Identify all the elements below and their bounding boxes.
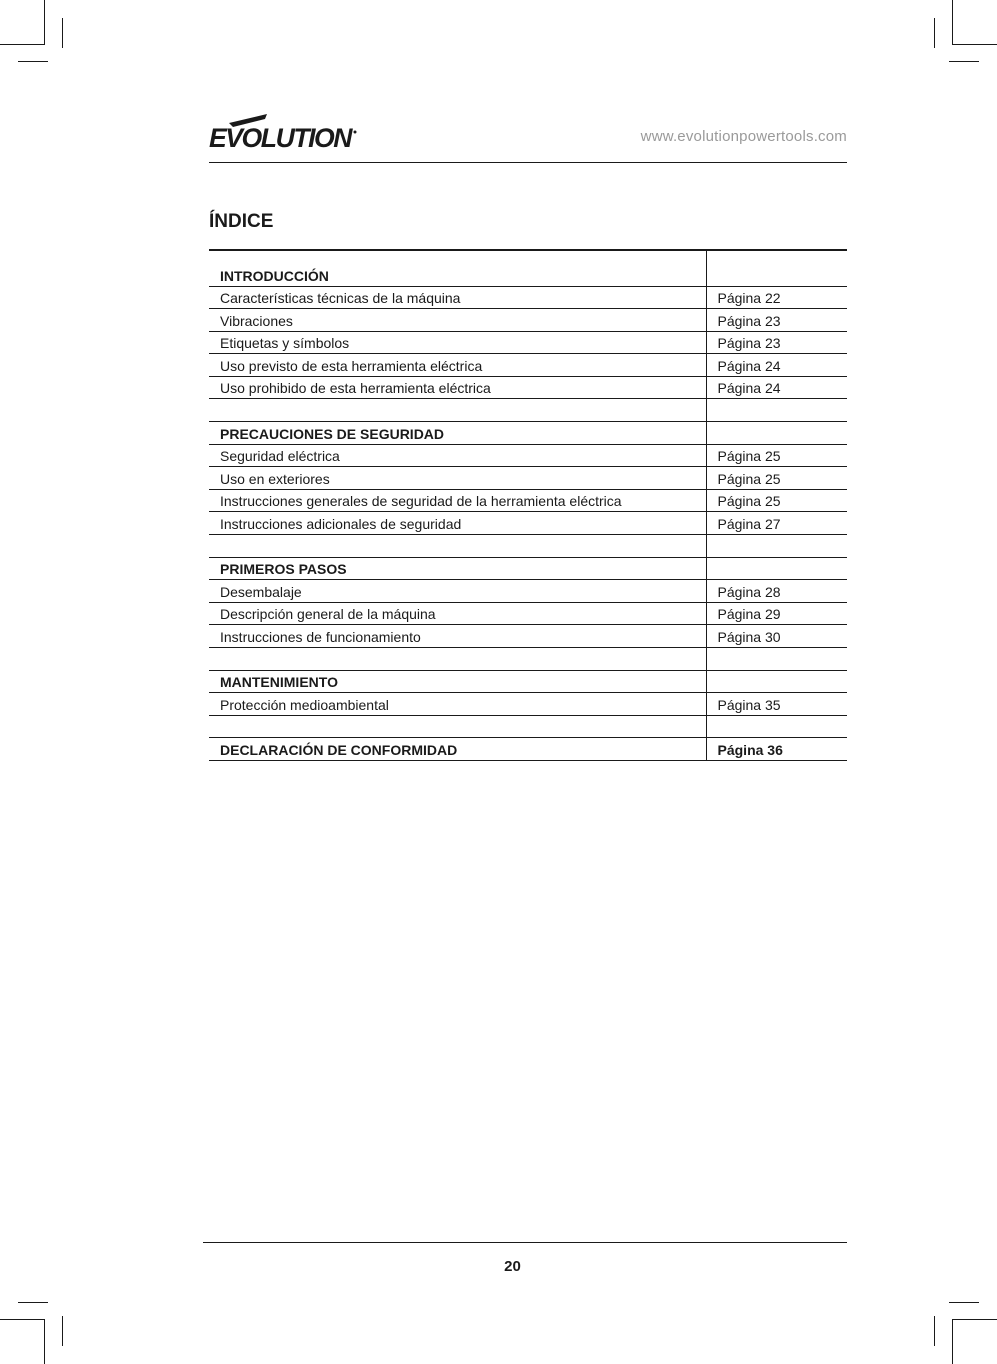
toc-entry-page bbox=[706, 250, 847, 286]
toc-entry-label bbox=[209, 648, 706, 671]
toc-entry-page: Página 23 bbox=[706, 309, 847, 332]
toc-entry-label: Desembalaje bbox=[209, 580, 706, 603]
crop-mark bbox=[949, 61, 979, 62]
toc-entry-page: Página 29 bbox=[706, 602, 847, 625]
toc-section-heading bbox=[209, 250, 847, 286]
crop-mark bbox=[952, 1319, 953, 1364]
toc-entry-label: INTRODUCCIÓN bbox=[209, 250, 706, 286]
toc-section-heading bbox=[209, 422, 847, 445]
toc-entry-page: Página 25 bbox=[706, 444, 847, 467]
toc-entry bbox=[209, 309, 847, 332]
toc-spacer-row bbox=[209, 715, 847, 738]
crop-mark bbox=[62, 18, 63, 48]
page-title: ÍNDICE bbox=[209, 211, 274, 232]
toc-entry bbox=[209, 580, 847, 603]
crop-mark bbox=[44, 1319, 45, 1364]
toc-entry-label: Instrucciones adicionales de seguridad bbox=[209, 512, 706, 535]
crop-mark bbox=[18, 1302, 48, 1303]
crop-mark bbox=[934, 1316, 935, 1346]
toc-entry-page: Página 24 bbox=[706, 376, 847, 399]
toc-entry bbox=[209, 376, 847, 399]
crop-mark bbox=[952, 0, 953, 45]
toc-entry-label: Instrucciones generales de seguridad de la herramienta eléctrica bbox=[209, 489, 706, 512]
toc-entry-page bbox=[706, 422, 847, 445]
toc-entry-label: Vibraciones bbox=[209, 309, 706, 332]
crop-mark bbox=[949, 1302, 979, 1303]
toc-entry-label bbox=[209, 715, 706, 738]
toc-entry bbox=[209, 331, 847, 354]
toc-entry-page: Página 25 bbox=[706, 467, 847, 490]
toc-entry bbox=[209, 444, 847, 467]
toc-entry-page bbox=[706, 557, 847, 580]
toc-entry bbox=[209, 625, 847, 648]
svg-text:EVOLUTION: EVOLUTION bbox=[209, 123, 353, 151]
toc-section-heading bbox=[209, 670, 847, 693]
evolution-logo bbox=[209, 113, 359, 151]
crop-mark bbox=[18, 61, 48, 62]
toc-entry-page: Página 25 bbox=[706, 489, 847, 512]
toc-entry-page bbox=[706, 399, 847, 422]
toc-entry-label: Uso en exteriores bbox=[209, 467, 706, 490]
toc-entry-page: Página 27 bbox=[706, 512, 847, 535]
crop-mark bbox=[952, 1319, 997, 1320]
toc-entry-label: PRECAUCIONES DE SEGURIDAD bbox=[209, 422, 706, 445]
toc-entry-page: Página 24 bbox=[706, 354, 847, 377]
toc-entry-page bbox=[706, 648, 847, 671]
toc-spacer-row bbox=[209, 648, 847, 671]
page-number: 20 bbox=[504, 1258, 521, 1275]
table-of-contents bbox=[209, 249, 847, 761]
toc-entry-page: Página 36 bbox=[706, 738, 847, 761]
toc-entry-label bbox=[209, 535, 706, 558]
toc-entry-label: MANTENIMIENTO bbox=[209, 670, 706, 693]
toc-entry-label: Protección medioambiental bbox=[209, 693, 706, 716]
toc-entry-label: Uso prohibido de esta herramienta eléctrica bbox=[209, 376, 706, 399]
toc-entry-page bbox=[706, 535, 847, 558]
toc-entry bbox=[209, 354, 847, 377]
toc-entry-page bbox=[706, 670, 847, 693]
toc-entry-label: Uso previsto de esta herramienta eléctrica bbox=[209, 354, 706, 377]
crop-mark bbox=[62, 1316, 63, 1346]
toc-entry-label bbox=[209, 399, 706, 422]
crop-mark bbox=[0, 44, 45, 45]
crop-mark bbox=[44, 0, 45, 45]
toc-spacer-row bbox=[209, 535, 847, 558]
toc-entry bbox=[209, 512, 847, 535]
crop-mark bbox=[0, 1319, 45, 1320]
website-url: www.evolutionpowertools.com bbox=[640, 128, 847, 145]
toc-entry bbox=[209, 286, 847, 309]
toc-entry-page: Página 35 bbox=[706, 693, 847, 716]
toc-entry-label: Etiquetas y símbolos bbox=[209, 331, 706, 354]
toc-entry bbox=[209, 693, 847, 716]
toc-entry bbox=[209, 489, 847, 512]
toc-entry-label: Características técnicas de la máquina bbox=[209, 286, 706, 309]
toc-entry-label: Descripción general de la máquina bbox=[209, 602, 706, 625]
toc-final-entry bbox=[209, 738, 847, 761]
crop-mark bbox=[934, 18, 935, 48]
toc-entry-label: Instrucciones de funcionamiento bbox=[209, 625, 706, 648]
toc-entry-page: Página 28 bbox=[706, 580, 847, 603]
toc-entry-page: Página 22 bbox=[706, 286, 847, 309]
toc-entry bbox=[209, 467, 847, 490]
header-divider bbox=[209, 162, 847, 163]
crop-mark bbox=[952, 44, 997, 45]
toc-section-heading bbox=[209, 557, 847, 580]
toc-entry bbox=[209, 602, 847, 625]
toc-entry-label: PRIMEROS PASOS bbox=[209, 557, 706, 580]
toc-entry-label: Seguridad eléctrica bbox=[209, 444, 706, 467]
toc-spacer-row bbox=[209, 399, 847, 422]
footer-divider bbox=[203, 1242, 847, 1243]
toc-entry-page: Página 30 bbox=[706, 625, 847, 648]
toc-entry-page: Página 23 bbox=[706, 331, 847, 354]
toc-entry-label: DECLARACIÓN DE CONFORMIDAD bbox=[209, 738, 706, 761]
toc-entry-page bbox=[706, 715, 847, 738]
